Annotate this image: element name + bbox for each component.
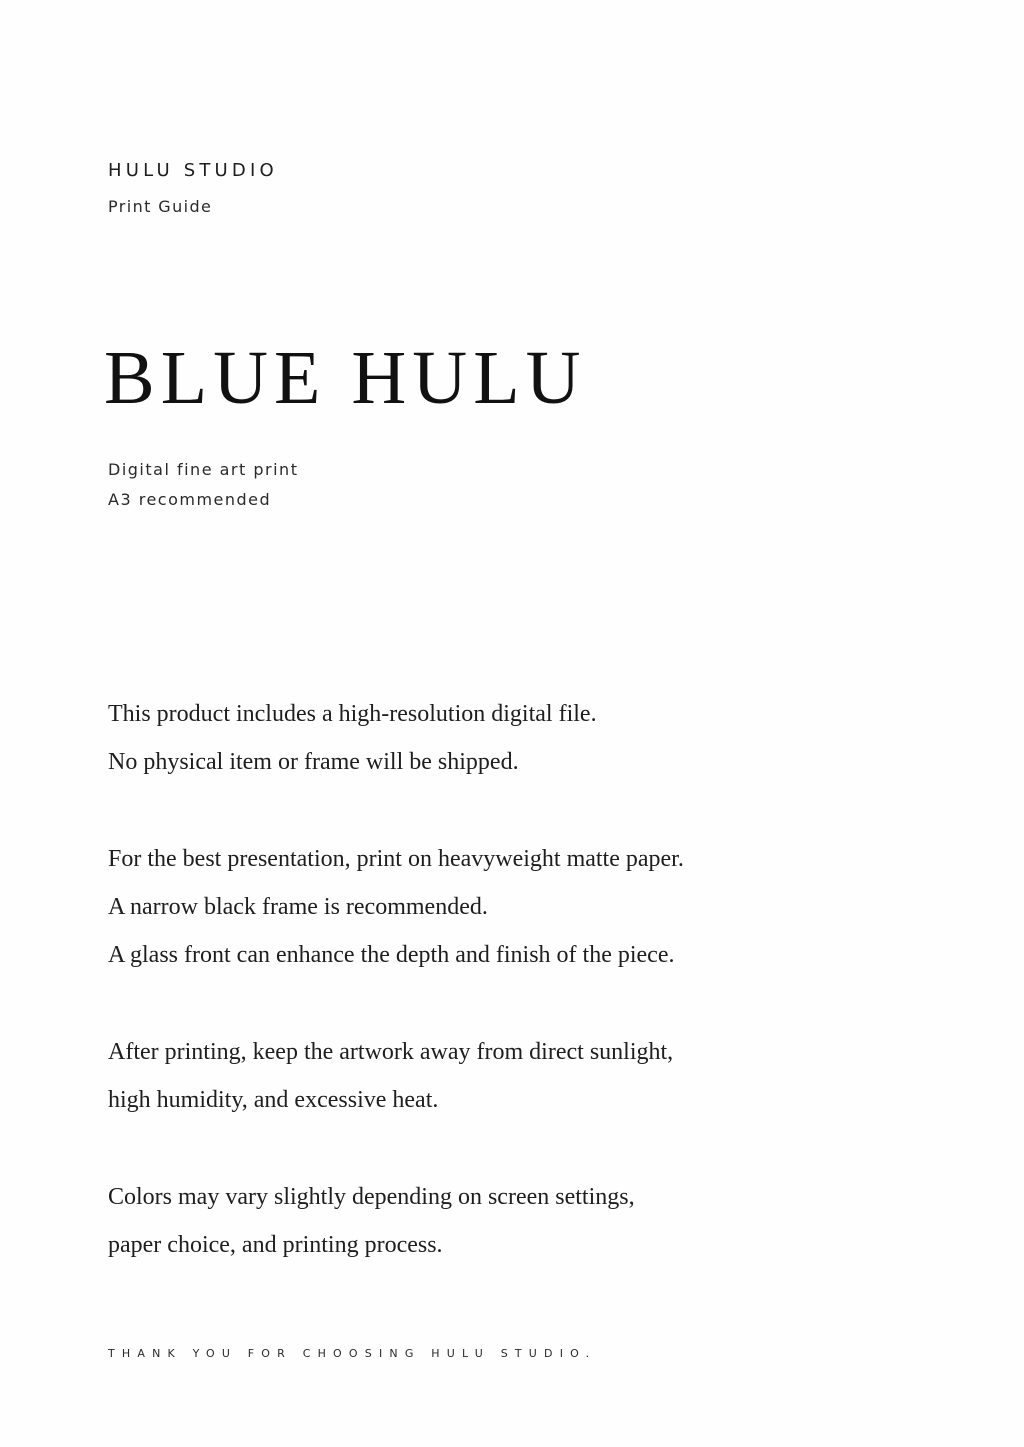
guide-body bbox=[108, 690, 684, 1318]
paragraph-line: For the best presentation, print on heavyweight matte paper. bbox=[108, 845, 684, 872]
paragraph-line: paper choice, and printing process. bbox=[108, 1232, 443, 1259]
paragraph-digital-file bbox=[108, 690, 684, 787]
thank-you-footer: THANK YOU FOR CHOOSING HULU STUDIO. bbox=[108, 1347, 597, 1360]
paragraph-line: No physical item or frame will be shipped. bbox=[108, 749, 519, 776]
paragraph-line: A narrow black frame is recommended. bbox=[108, 894, 488, 921]
document-subtitle: Print Guide bbox=[108, 197, 213, 216]
paragraph-care-advice bbox=[108, 1028, 684, 1125]
paragraph-printing-advice bbox=[108, 835, 684, 980]
product-size-recommendation: A3 recommended bbox=[108, 490, 272, 509]
paragraph-line: This product includes a high-resolution digital file. bbox=[108, 701, 597, 727]
paragraph-line: A glass front can enhance the depth and finish of the piece. bbox=[108, 942, 675, 969]
paragraph-line: Colors may vary slightly depending on screen settings, bbox=[108, 1183, 635, 1210]
brand-name: HULU STUDIO bbox=[108, 160, 278, 181]
product-format: Digital fine art print bbox=[108, 460, 299, 479]
paragraph-color-note bbox=[108, 1173, 684, 1270]
product-meta bbox=[108, 455, 298, 515]
paragraph-line: After printing, keep the artwork away from direct sunlight, bbox=[108, 1039, 674, 1066]
paragraph-line: high humidity, and excessive heat. bbox=[108, 1087, 439, 1114]
product-title: BLUE HULU bbox=[104, 336, 587, 420]
